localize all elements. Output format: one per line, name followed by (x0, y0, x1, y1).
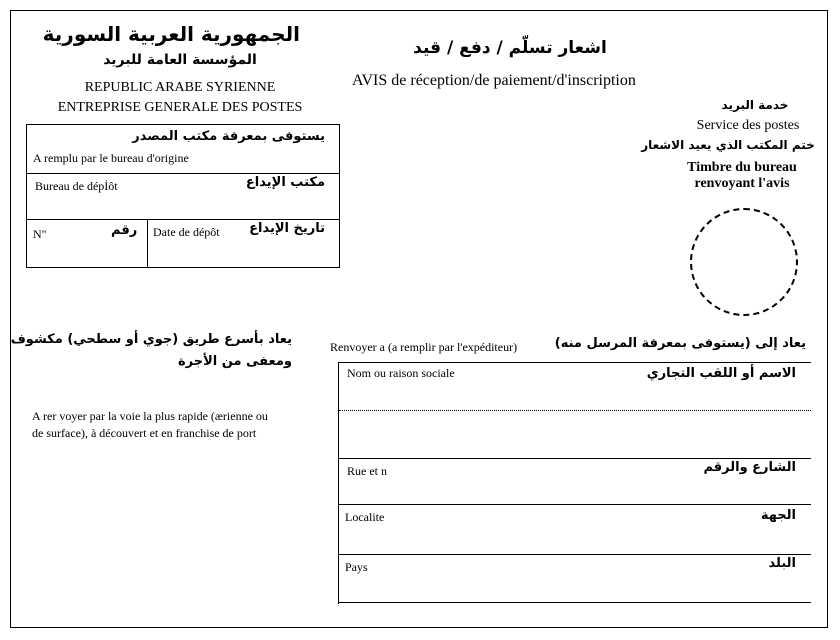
origin-filled-french: A remplu par le bureau d'origine (33, 151, 189, 165)
number-arabic: رقم (111, 223, 138, 238)
return-to-arabic: يعاد إلى (يستوفى بمعرفة المرسل منه) (554, 336, 806, 351)
stamp-label-french-1: Timbre du bureau (687, 160, 797, 175)
return-route-french: A rer voyer par la voie la plus rapide (ærienne ou de surface), à découvert et en franchise de port (32, 409, 268, 440)
deposit-office-arabic: مكتب الإيداع (245, 175, 325, 190)
number-french: N" (33, 227, 47, 241)
origin-filled-row (27, 125, 339, 174)
street-arabic: الشارع والرقم (703, 460, 796, 475)
return-route-arabic-2: ومعفى من الأجرة (177, 354, 292, 369)
address-top-line (339, 362, 811, 363)
service-arabic: خدمة البريد (721, 98, 789, 112)
locality-french: Localite (345, 510, 385, 524)
name-french: Nom ou raison sociale (347, 366, 455, 380)
locality-line (339, 504, 811, 505)
service-french: Service des postes (696, 118, 800, 133)
title-arabic: اشعار تسلّم / دفع / قيد (413, 38, 607, 58)
enterprise-french: ENTREPRISE GENERALE DES POSTES (57, 100, 303, 115)
name-dotted-line[interactable] (339, 410, 811, 411)
deposit-date-arabic: تاريخ الإيداع (249, 221, 325, 236)
number-date-divider (147, 219, 148, 267)
deposit-office-french: Bureau de dépİôt (35, 179, 118, 193)
republic-arabic: الجمهورية العربية السورية (42, 22, 300, 46)
country-french: Pays (345, 560, 368, 574)
address-bottom-line (339, 602, 811, 603)
return-address-box (338, 362, 810, 604)
origin-filled-arabic: يستوفى بمعرفة مكتب المصدر (132, 129, 325, 144)
street-french: Rue et n (347, 464, 387, 478)
origin-office-box (26, 124, 340, 268)
name-arabic: الاسم أو اللقب التجاري (646, 366, 796, 381)
stamp-label-arabic: ختم المكتب الذي يعيد الاشعار (641, 138, 815, 152)
republic-french: REPUBLIC ARABE SYRIENNE (84, 80, 276, 95)
deposit-date-french: Date de dépôt (153, 225, 220, 239)
stamp-label-french-2: renvoyant l'avis (694, 176, 790, 191)
stamp-circle (690, 208, 798, 316)
country-line (339, 554, 811, 555)
return-route-arabic-1: يعاد بأسرع طريق (جوي أو سطحي) مكشوف (10, 332, 292, 347)
enterprise-arabic: المؤسسة العامة للبريد (103, 52, 257, 68)
street-line (339, 458, 811, 459)
return-to-french: Renvoyer a (a remplir par l'expéditeur) (330, 340, 518, 354)
country-arabic: البلد (768, 556, 796, 571)
deposit-office-field[interactable] (27, 173, 339, 220)
locality-arabic: الجهة (760, 508, 796, 523)
number-date-row (27, 219, 339, 267)
title-french: AVIS de réception/de paiement/d'inscription (352, 72, 636, 89)
